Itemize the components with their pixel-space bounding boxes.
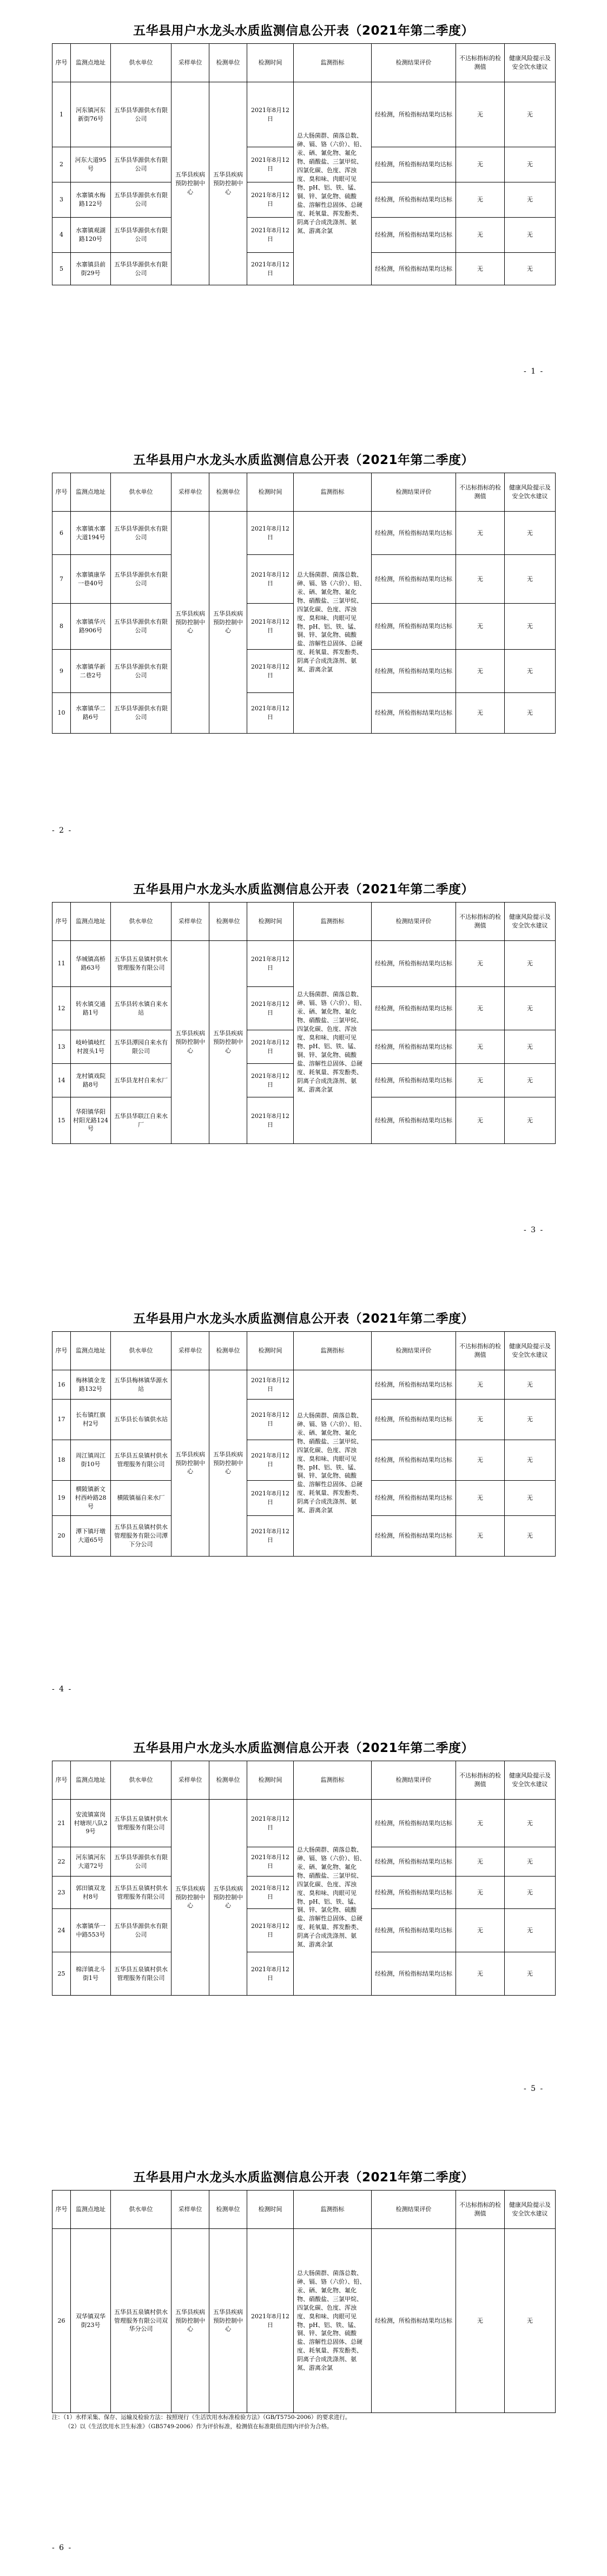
column-header: 检测结果评价 <box>372 44 456 82</box>
test-date: 2021年8月12日 <box>247 941 294 987</box>
monitoring-address: 双华镇双华街23号 <box>71 2229 111 2413</box>
sampling-unit: 五华县疾病预防控制中心 <box>171 1800 209 1996</box>
row-number: 8 <box>52 604 71 650</box>
health-advice: 无 <box>505 1909 556 1952</box>
column-header: 检测时间 <box>247 2191 294 2229</box>
row-number: 24 <box>52 1909 71 1952</box>
column-header: 监测指标 <box>294 1332 372 1370</box>
result-evaluation: 经检测，所检指标结果均达标 <box>372 650 456 693</box>
page-title: 五华县用户水龙头水质监测信息公开表（2021年第二季度） <box>133 882 474 897</box>
test-date: 2021年8月12日 <box>247 1847 294 1877</box>
result-evaluation: 经检测，所检指标结果均达标 <box>372 1440 456 1481</box>
health-advice: 无 <box>505 1847 556 1877</box>
column-header: 监测点地址 <box>71 1761 111 1800</box>
page-number: - 4 - <box>52 1685 72 1694</box>
footnote: 注：（1）水样采集、保存、运输及检验方法：按照现行《生活饮用水标准检验方法》（GB/T5750-2006）的要求进行。 <box>52 2414 351 2421</box>
monitoring-address: 水寨镇水梅路122号 <box>71 182 111 218</box>
water-supplier: 五华县华源供水有限公司 <box>111 604 171 650</box>
column-header: 检测结果评价 <box>372 903 456 941</box>
health-advice: 无 <box>505 1370 556 1400</box>
monitoring-indicators: 总大肠菌群、菌落总数、砷、镉、铬（六价）、铅、汞、硒、氰化物、氟化物、硝酸盐、三氯甲烷、四氯化碳、色度、浑浊度、臭和味、肉眼可见物、pH、铝、铁、锰、铜、锌、氯化物、硫酸盐、溶解性总固体、总硬度、耗氧量、挥发酚类、阴离子合成洗涤剂、氨氮、游离余氯 <box>294 1370 372 1557</box>
monitoring-address: 安流镇富岗村塘坝八队29号 <box>71 1800 111 1847</box>
monitoring-indicators: 总大肠菌群、菌落总数、砷、镉、铬（六价）、铅、汞、硒、氰化物、氟化物、硝酸盐、三氯甲烷、四氯化碳、色度、浑浊度、臭和味、肉眼可见物、pH、铝、铁、锰、铜、锌、氯化物、硫酸盐、溶解性总固体、总硬度、耗氧量、挥发酚类、阴离子合成洗涤剂、氨氮、游离余氯 <box>294 1800 372 1996</box>
health-advice: 无 <box>505 1952 556 1996</box>
test-date: 2021年8月12日 <box>247 650 294 693</box>
water-supplier: 五华县华源供水有限公司 <box>111 253 171 285</box>
water-supplier: 五华县华源供水有限公司 <box>111 1847 171 1877</box>
column-header: 检测单位 <box>209 44 247 82</box>
failed-value: 无 <box>456 1481 505 1516</box>
water-quality-table <box>52 1331 556 1557</box>
column-header: 检测单位 <box>209 903 247 941</box>
column-header: 健康风险提示及安全饮水建议 <box>505 903 556 941</box>
testing-unit: 五华县疾病预防控制中心 <box>209 512 247 734</box>
table-row <box>52 512 556 555</box>
column-header: 采样单位 <box>171 2191 209 2229</box>
test-date: 2021年8月12日 <box>247 1370 294 1400</box>
column-header: 监测指标 <box>294 2191 372 2229</box>
water-quality-table <box>52 1761 556 1996</box>
test-date: 2021年8月12日 <box>247 147 294 182</box>
water-supplier: 五华县长布镇供水站 <box>111 1400 171 1440</box>
water-supplier: 五华县五泉镇村供水管理服务有限公司 <box>111 1440 171 1481</box>
health-advice: 无 <box>505 555 556 604</box>
test-date: 2021年8月12日 <box>247 1097 294 1144</box>
row-number: 17 <box>52 1400 71 1440</box>
monitoring-address: 横陂镇新文村西岭路28号 <box>71 1481 111 1516</box>
testing-unit: 五华县疾病预防控制中心 <box>209 82 247 285</box>
row-number: 3 <box>52 182 71 218</box>
column-header: 检测时间 <box>247 1761 294 1800</box>
column-header: 序号 <box>52 2191 71 2229</box>
page-number: - 5 - <box>524 2084 544 2093</box>
monitoring-address: 长布镇红旗村2号 <box>71 1400 111 1440</box>
result-evaluation: 经检测，所检指标结果均达标 <box>372 253 456 285</box>
column-header: 采样单位 <box>171 1332 209 1370</box>
column-header: 不达标指标的检测值 <box>456 1761 505 1800</box>
testing-unit: 五华县疾病预防控制中心 <box>209 1800 247 1996</box>
failed-value: 无 <box>456 1400 505 1440</box>
result-evaluation: 经检测，所检指标结果均达标 <box>372 1800 456 1847</box>
column-header: 供水单位 <box>111 1332 171 1370</box>
failed-value: 无 <box>456 218 505 253</box>
row-number: 11 <box>52 941 71 987</box>
test-date: 2021年8月12日 <box>247 1516 294 1557</box>
column-header: 健康风险提示及安全饮水建议 <box>505 1332 556 1370</box>
row-number: 16 <box>52 1370 71 1400</box>
column-header: 监测点地址 <box>71 1332 111 1370</box>
health-advice: 无 <box>505 1516 556 1557</box>
water-supplier: 五华县梅林镇华源水站 <box>111 1370 171 1400</box>
column-header: 采样单位 <box>171 903 209 941</box>
table-row <box>52 1800 556 1847</box>
failed-value: 无 <box>456 604 505 650</box>
result-evaluation: 经检测，所检指标结果均达标 <box>372 987 456 1030</box>
test-date: 2021年8月12日 <box>247 512 294 555</box>
failed-value: 无 <box>456 1952 505 1996</box>
health-advice: 无 <box>505 182 556 218</box>
column-header: 序号 <box>52 903 71 941</box>
row-number: 19 <box>52 1481 71 1516</box>
page-title: 五华县用户水龙头水质监测信息公开表（2021年第二季度） <box>133 24 474 38</box>
monitoring-indicators: 总大肠菌群、菌落总数、砷、镉、铬（六价）、铅、汞、硒、氰化物、氟化物、硝酸盐、三氯甲烷、四氯化碳、色度、浑浊度、臭和味、肉眼可见物、pH、铝、铁、锰、铜、锌、氯化物、硫酸盐、溶解性总固体、总硬度、耗氧量、挥发酚类、阴离子合成洗涤剂、氨氮、游离余氯 <box>294 2229 372 2413</box>
failed-value: 无 <box>456 1370 505 1400</box>
health-advice: 无 <box>505 941 556 987</box>
water-supplier: 五华县华源供水有限公司 <box>111 693 171 734</box>
test-date: 2021年8月12日 <box>247 1481 294 1516</box>
result-evaluation: 经检测，所检指标结果均达标 <box>372 1847 456 1877</box>
health-advice: 无 <box>505 650 556 693</box>
result-evaluation: 经检测，所检指标结果均达标 <box>372 1097 456 1144</box>
test-date: 2021年8月12日 <box>247 987 294 1030</box>
water-supplier: 横陂镇福自来水厂 <box>111 1481 171 1516</box>
result-evaluation: 经检测，所检指标结果均达标 <box>372 1030 456 1064</box>
result-evaluation: 经检测，所检指标结果均达标 <box>372 182 456 218</box>
test-date: 2021年8月12日 <box>247 1400 294 1440</box>
failed-value: 无 <box>456 1516 505 1557</box>
water-quality-table <box>52 2190 556 2413</box>
table-header-row <box>52 473 556 512</box>
water-supplier: 五华县转水镇自来水站 <box>111 987 171 1030</box>
monitoring-address: 周江镇周江街10号 <box>71 1440 111 1481</box>
result-evaluation: 经检测，所检指标结果均达标 <box>372 82 456 147</box>
column-header: 监测指标 <box>294 1761 372 1800</box>
water-supplier: 五华县五泉镇村供水管理服务有限公司潭下分公司 <box>111 1516 171 1557</box>
table-header-row <box>52 2191 556 2229</box>
health-advice: 无 <box>505 1097 556 1144</box>
health-advice: 无 <box>505 1481 556 1516</box>
water-supplier: 五华县华源供水有限公司 <box>111 1909 171 1952</box>
table-header-row <box>52 1761 556 1800</box>
water-supplier: 五华县华联江自来水厂 <box>111 1097 171 1144</box>
monitoring-address: 棉洋镇北斗街1号 <box>71 1952 111 1996</box>
row-number: 2 <box>52 147 71 182</box>
health-advice: 无 <box>505 1030 556 1064</box>
monitoring-address: 河东大道95号 <box>71 147 111 182</box>
failed-value: 无 <box>456 693 505 734</box>
failed-value: 无 <box>456 82 505 147</box>
failed-value: 无 <box>456 147 505 182</box>
water-supplier: 五华县五泉镇村供水管理服务有限公司双华分公司 <box>111 2229 171 2413</box>
result-evaluation: 经检测，所检指标结果均达标 <box>372 1877 456 1909</box>
water-quality-table <box>52 473 556 734</box>
water-supplier: 五华县五泉镇村供水管理服务有限公司 <box>111 1877 171 1909</box>
monitoring-address: 水寨镇康华一巷40号 <box>71 555 111 604</box>
row-number: 14 <box>52 1064 71 1097</box>
column-header: 检测结果评价 <box>372 2191 456 2229</box>
test-date: 2021年8月12日 <box>247 218 294 253</box>
water-supplier: 五华县潭园自来水有限公司 <box>111 1030 171 1064</box>
water-supplier: 五华县华源供水有限公司 <box>111 650 171 693</box>
monitoring-address: 水寨镇观湖路120号 <box>71 218 111 253</box>
row-number: 22 <box>52 1847 71 1877</box>
failed-value: 无 <box>456 941 505 987</box>
result-evaluation: 经检测，所检指标结果均达标 <box>372 941 456 987</box>
failed-value: 无 <box>456 555 505 604</box>
row-number: 15 <box>52 1097 71 1144</box>
table-header-row <box>52 44 556 82</box>
row-number: 1 <box>52 82 71 147</box>
result-evaluation: 经检测，所检指标结果均达标 <box>372 1481 456 1516</box>
page-number: - 1 - <box>524 367 544 376</box>
test-date: 2021年8月12日 <box>247 253 294 285</box>
document-page <box>0 1717 607 2147</box>
testing-unit: 五华县疾病预防控制中心 <box>209 2229 247 2413</box>
testing-unit: 五华县疾病预防控制中心 <box>209 1370 247 1557</box>
column-header: 序号 <box>52 473 71 512</box>
health-advice: 无 <box>505 1800 556 1847</box>
test-date: 2021年8月12日 <box>247 2229 294 2413</box>
test-date: 2021年8月12日 <box>247 182 294 218</box>
row-number: 18 <box>52 1440 71 1481</box>
row-number: 7 <box>52 555 71 604</box>
column-header: 监测点地址 <box>71 2191 111 2229</box>
failed-value: 无 <box>456 1847 505 1877</box>
sampling-unit: 五华县疾病预防控制中心 <box>171 512 209 734</box>
row-number: 23 <box>52 1877 71 1909</box>
column-header: 供水单位 <box>111 473 171 512</box>
health-advice: 无 <box>505 1877 556 1909</box>
document-page <box>0 1288 607 1717</box>
column-header: 不达标指标的检测值 <box>456 473 505 512</box>
page-title: 五华县用户水龙头水质监测信息公开表（2021年第二季度） <box>133 1741 474 1755</box>
document-page <box>0 429 607 859</box>
sampling-unit: 五华县疾病预防控制中心 <box>171 941 209 1144</box>
page-title: 五华县用户水龙头水质监测信息公开表（2021年第二季度） <box>133 1312 474 1326</box>
column-header: 供水单位 <box>111 44 171 82</box>
test-date: 2021年8月12日 <box>247 1064 294 1097</box>
failed-value: 无 <box>456 1064 505 1097</box>
water-supplier: 五华县五泉镇村供水管理服务有限公司 <box>111 1800 171 1847</box>
column-header: 健康风险提示及安全饮水建议 <box>505 1761 556 1800</box>
monitoring-address: 水寨镇华兴路906号 <box>71 604 111 650</box>
monitoring-address: 梅林镇金龙路132号 <box>71 1370 111 1400</box>
water-supplier: 五华县华源供水有限公司 <box>111 182 171 218</box>
page-number: - 6 - <box>52 2544 72 2552</box>
result-evaluation: 经检测，所检指标结果均达标 <box>372 1370 456 1400</box>
result-evaluation: 经检测，所检指标结果均达标 <box>372 1400 456 1440</box>
result-evaluation: 经检测，所检指标结果均达标 <box>372 147 456 182</box>
row-number: 20 <box>52 1516 71 1557</box>
testing-unit: 五华县疾病预防控制中心 <box>209 941 247 1144</box>
test-date: 2021年8月12日 <box>247 555 294 604</box>
failed-value: 无 <box>456 987 505 1030</box>
health-advice: 无 <box>505 82 556 147</box>
monitoring-address: 华阳镇华阳村阳光路124号 <box>71 1097 111 1144</box>
test-date: 2021年8月12日 <box>247 1800 294 1847</box>
column-header: 检测时间 <box>247 1332 294 1370</box>
row-number: 26 <box>52 2229 71 2413</box>
column-header: 序号 <box>52 1761 71 1800</box>
column-header: 不达标指标的检测值 <box>456 1332 505 1370</box>
column-header: 检测结果评价 <box>372 473 456 512</box>
column-header: 监测指标 <box>294 44 372 82</box>
page-number: - 3 - <box>524 1226 544 1234</box>
sampling-unit: 五华县疾病预防控制中心 <box>171 1370 209 1557</box>
column-header: 供水单位 <box>111 1761 171 1800</box>
monitoring-address: 岐岭镇岐红村渡头1号 <box>71 1030 111 1064</box>
water-quality-table <box>52 902 556 1144</box>
column-header: 检测结果评价 <box>372 1761 456 1800</box>
result-evaluation: 经检测，所检指标结果均达标 <box>372 604 456 650</box>
health-advice: 无 <box>505 512 556 555</box>
test-date: 2021年8月12日 <box>247 1030 294 1064</box>
health-advice: 无 <box>505 1400 556 1440</box>
failed-value: 无 <box>456 1097 505 1144</box>
table-row <box>52 1370 556 1400</box>
health-advice: 无 <box>505 604 556 650</box>
test-date: 2021年8月12日 <box>247 693 294 734</box>
health-advice: 无 <box>505 147 556 182</box>
column-header: 检测单位 <box>209 473 247 512</box>
column-header: 采样单位 <box>171 473 209 512</box>
monitoring-address: 转水镇交通路1号 <box>71 987 111 1030</box>
sampling-unit: 五华县疾病预防控制中心 <box>171 82 209 285</box>
health-advice: 无 <box>505 2229 556 2413</box>
water-supplier: 五华县五泉镇村供水管理服务有限公司 <box>111 1952 171 1996</box>
result-evaluation: 经检测，所检指标结果均达标 <box>372 1909 456 1952</box>
footnotes <box>52 2413 555 2431</box>
monitoring-address: 水寨镇华新二巷2号 <box>71 650 111 693</box>
water-quality-table <box>52 43 556 285</box>
failed-value: 无 <box>456 1877 505 1909</box>
health-advice: 无 <box>505 253 556 285</box>
column-header: 监测指标 <box>294 473 372 512</box>
table-row <box>52 82 556 147</box>
health-advice: 无 <box>505 693 556 734</box>
test-date: 2021年8月12日 <box>247 1877 294 1909</box>
test-date: 2021年8月12日 <box>247 1952 294 1996</box>
column-header: 监测点地址 <box>71 44 111 82</box>
monitoring-address: 水寨镇水寨大道194号 <box>71 512 111 555</box>
column-header: 检测结果评价 <box>372 1332 456 1370</box>
water-supplier: 五华县龙村自来水厂 <box>111 1064 171 1097</box>
result-evaluation: 经检测，所检指标结果均达标 <box>372 2229 456 2413</box>
result-evaluation: 经检测，所检指标结果均达标 <box>372 1952 456 1996</box>
water-supplier: 五华县华源供水有限公司 <box>111 555 171 604</box>
column-header: 健康风险提示及安全饮水建议 <box>505 2191 556 2229</box>
row-number: 12 <box>52 987 71 1030</box>
table-row <box>52 941 556 987</box>
monitoring-address: 水寨镇县前街29号 <box>71 253 111 285</box>
failed-value: 无 <box>456 182 505 218</box>
page-title: 五华县用户水龙头水质监测信息公开表（2021年第二季度） <box>133 453 474 467</box>
row-number: 6 <box>52 512 71 555</box>
failed-value: 无 <box>456 1440 505 1481</box>
monitoring-address: 水寨镇华二路6号 <box>71 693 111 734</box>
monitoring-address: 郭田镇双龙村8号 <box>71 1877 111 1909</box>
document-page <box>0 859 607 1288</box>
column-header: 检测时间 <box>247 903 294 941</box>
column-header: 监测点地址 <box>71 903 111 941</box>
column-header: 检测单位 <box>209 1761 247 1800</box>
page-title: 五华县用户水龙头水质监测信息公开表（2021年第二季度） <box>133 2170 474 2185</box>
column-header: 采样单位 <box>171 44 209 82</box>
column-header: 供水单位 <box>111 903 171 941</box>
monitoring-indicators: 总大肠菌群、菌落总数、砷、镉、铬（六价）、铅、汞、硒、氰化物、氟化物、硝酸盐、三氯甲烷、四氯化碳、色度、浑浊度、臭和味、肉眼可见物、pH、铝、铁、锰、铜、锌、氯化物、硫酸盐、溶解性总固体、总硬度、耗氧量、挥发酚类、阴离子合成洗涤剂、氨氮、游离余氯 <box>294 82 372 285</box>
water-supplier: 五华县华源供水有限公司 <box>111 147 171 182</box>
water-supplier: 五华县华源供水有限公司 <box>111 218 171 253</box>
column-header: 健康风险提示及安全饮水建议 <box>505 473 556 512</box>
water-supplier: 五华县五泉镇村供水管理服务有限公司 <box>111 941 171 987</box>
monitoring-address: 龙村镇戏院路8号 <box>71 1064 111 1097</box>
column-header: 监测点地址 <box>71 473 111 512</box>
row-number: 21 <box>52 1800 71 1847</box>
column-header: 序号 <box>52 44 71 82</box>
column-header: 序号 <box>52 1332 71 1370</box>
document-page <box>0 0 607 429</box>
column-header: 供水单位 <box>111 2191 171 2229</box>
monitoring-address: 潭下镇圩墩大道65号 <box>71 1516 111 1557</box>
column-header: 采样单位 <box>171 1761 209 1800</box>
monitoring-indicators: 总大肠菌群、菌落总数、砷、镉、铬（六价）、铅、汞、硒、氰化物、氟化物、硝酸盐、三氯甲烷、四氯化碳、色度、浑浊度、臭和味、肉眼可见物、pH、铝、铁、锰、铜、锌、氯化物、硫酸盐、溶解性总固体、总硬度、耗氧量、挥发酚类、阴离子合成洗涤剂、氨氮、游离余氯 <box>294 941 372 1144</box>
result-evaluation: 经检测，所检指标结果均达标 <box>372 512 456 555</box>
column-header: 监测指标 <box>294 903 372 941</box>
monitoring-indicators: 总大肠菌群、菌落总数、砷、镉、铬（六价）、铅、汞、硒、氰化物、氟化物、硝酸盐、三氯甲烷、四氯化碳、色度、浑浊度、臭和味、肉眼可见物、pH、铝、铁、锰、铜、锌、氯化物、硫酸盐、溶解性总固体、总硬度、耗氧量、挥发酚类、阴离子合成洗涤剂、氨氮、游离余氯 <box>294 512 372 734</box>
failed-value: 无 <box>456 1800 505 1847</box>
page-number: - 2 - <box>52 826 72 835</box>
test-date: 2021年8月12日 <box>247 1909 294 1952</box>
column-header: 检测单位 <box>209 2191 247 2229</box>
water-supplier: 五华县华源供水有限公司 <box>111 82 171 147</box>
table-row <box>52 2229 556 2413</box>
test-date: 2021年8月12日 <box>247 82 294 147</box>
row-number: 9 <box>52 650 71 693</box>
result-evaluation: 经检测，所检指标结果均达标 <box>372 555 456 604</box>
failed-value: 无 <box>456 650 505 693</box>
table-header-row <box>52 903 556 941</box>
document-page <box>0 2147 607 2576</box>
column-header: 不达标指标的检测值 <box>456 903 505 941</box>
test-date: 2021年8月12日 <box>247 604 294 650</box>
result-evaluation: 经检测，所检指标结果均达标 <box>372 218 456 253</box>
row-number: 5 <box>52 253 71 285</box>
table-header-row <box>52 1332 556 1370</box>
column-header: 检测单位 <box>209 1332 247 1370</box>
result-evaluation: 经检测，所检指标结果均达标 <box>372 693 456 734</box>
health-advice: 无 <box>505 1064 556 1097</box>
failed-value: 无 <box>456 1909 505 1952</box>
monitoring-address: 水寨镇华一中路553号 <box>71 1909 111 1952</box>
row-number: 10 <box>52 693 71 734</box>
health-advice: 无 <box>505 218 556 253</box>
row-number: 4 <box>52 218 71 253</box>
row-number: 25 <box>52 1952 71 1996</box>
column-header: 不达标指标的检测值 <box>456 44 505 82</box>
footnote: （2）以《生活饮用水卫生标准》（GB5749-2006）作为评价标准，检测值在标准限值范围内评价为合格。 <box>65 2423 333 2430</box>
health-advice: 无 <box>505 987 556 1030</box>
sampling-unit: 五华县疾病预防控制中心 <box>171 2229 209 2413</box>
column-header: 不达标指标的检测值 <box>456 2191 505 2229</box>
failed-value: 无 <box>456 253 505 285</box>
result-evaluation: 经检测，所检指标结果均达标 <box>372 1064 456 1097</box>
failed-value: 无 <box>456 512 505 555</box>
result-evaluation: 经检测，所检指标结果均达标 <box>372 1516 456 1557</box>
test-date: 2021年8月12日 <box>247 1440 294 1481</box>
monitoring-address: 河东镇河东大道72号 <box>71 1847 111 1877</box>
failed-value: 无 <box>456 2229 505 2413</box>
water-supplier: 五华县华源供水有限公司 <box>111 512 171 555</box>
column-header: 检测时间 <box>247 44 294 82</box>
column-header: 健康风险提示及安全饮水建议 <box>505 44 556 82</box>
monitoring-address: 河东镇河东新街76号 <box>71 82 111 147</box>
column-header: 检测时间 <box>247 473 294 512</box>
failed-value: 无 <box>456 1030 505 1064</box>
monitoring-address: 华城镇高桥路63号 <box>71 941 111 987</box>
health-advice: 无 <box>505 1440 556 1481</box>
row-number: 13 <box>52 1030 71 1064</box>
